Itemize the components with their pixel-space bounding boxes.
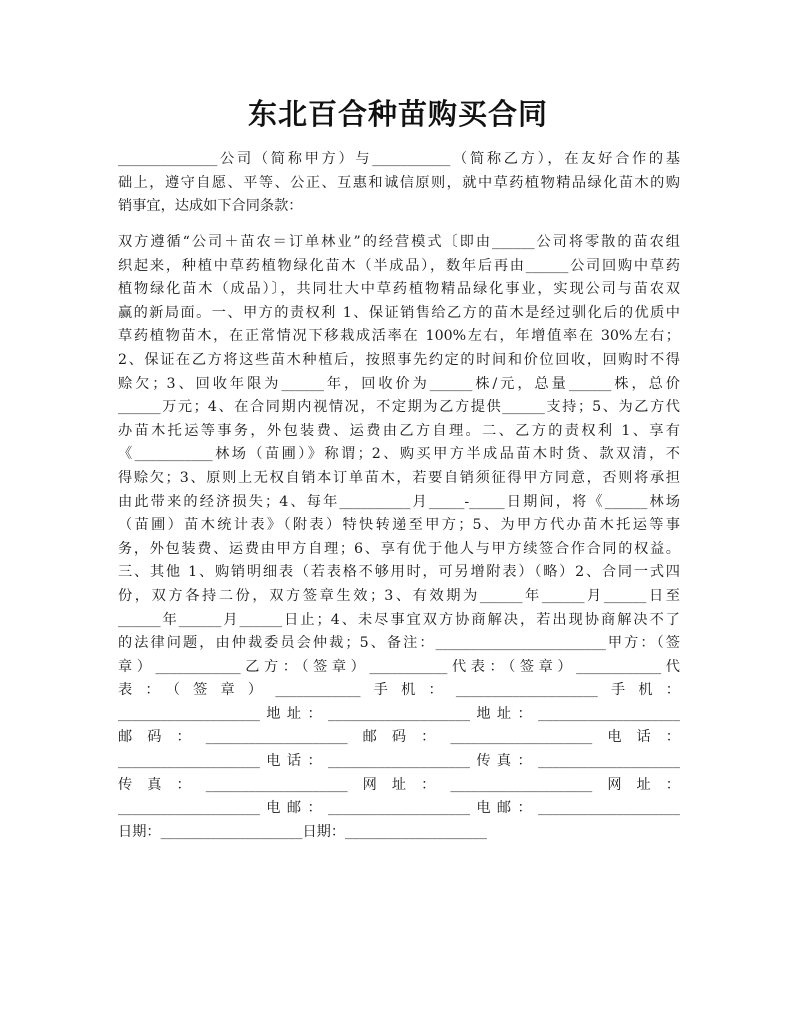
text-line: 务，外包装费、运费由甲方自理；6、享有优于他人与甲方续签合作合同的权益。 [118, 540, 680, 557]
text-line: ____________________电邮：____________________电邮：____________________ [118, 800, 680, 817]
text-line: ____________________电话：____________________传真：____________________ [118, 753, 680, 770]
text-line: 章）____________乙方：（签章）___________代表：（签章）____________代 [118, 658, 680, 675]
text-line: 日期：____________________日期：____________________ [118, 823, 487, 840]
body-paragraph [118, 231, 680, 844]
text-line: 赢的新局面。一、甲方的责权利 1、保证销售给乙方的苗木是经过驯化后的优质中 [118, 304, 680, 321]
text-line: ______________公司（简称甲方）与___________（简称乙方），在友好合作的基 [118, 151, 680, 167]
text-line: 草药植物苗木，在正常情况下移栽成活率在 100%左右，年增值率在 30%左右； [118, 328, 680, 345]
text-line: 表：（签章）____________手机：____________________手机： [118, 682, 680, 699]
text-line: 三、其他 1、购销明细表（若表格不够用时，可另增附表）（略）2、合同一式四 [118, 564, 680, 581]
text-line: 由此带来的经济损失；4、每年__________月_____-_____日期间，将《______林场 [118, 493, 680, 510]
text-line: 销事宜，达成如下合同条款： [118, 198, 303, 215]
text-line: （苗圃）苗木统计表》（附表）特快转递至甲方；5、为甲方代办苗木托运等事 [118, 517, 680, 534]
text-line: 础上，遵守自愿、平等、公正、互惠和诚信原则，就中草药植物精品绿化苗木的购 [118, 174, 680, 191]
text-line: 赊欠；3、回收年限为______年，回收价为______株/元，总量______株，总价 [118, 375, 680, 392]
text-line: ______年______月______日止；4、未尽事宜双方协商解决，若出现协商解决不了 [118, 611, 680, 628]
document-title: 东北百合种苗购买合同 [247, 97, 548, 131]
intro-paragraph [118, 148, 680, 219]
text-line: 的法律问题，由仲裁委员会仲裁；5、备注：________________________甲方：（签 [118, 635, 680, 652]
text-line: 双方遵循“公司＋苗农＝订单林业”的经营模式〔即由______公司将零散的苗农组 [118, 234, 680, 250]
text-line: 织起来，种植中草药植物绿化苗木（半成品），数年后再由______公司回购中草药 [118, 257, 680, 274]
text-line: 传真：____________________网址：____________________网址： [118, 776, 680, 793]
text-line: ____________________地址：____________________地址：____________________ [118, 705, 680, 722]
text-line: 得赊欠；3、原则上无权自销本订单苗木，若要自销须征得甲方同意，否则将承担 [118, 469, 680, 486]
text-line: 《___________林场（苗圃）》称谓；2、购买甲方半成品苗木时货、款双清，不 [118, 446, 680, 463]
text-line: 份，双方各持二份，双方签章生效；3、有效期为______年______月______日至 [118, 587, 680, 604]
text-line: 植物绿化苗木（成品）〕，共同壮大中草药植物精品绿化事业，实现公司与苗农双 [118, 281, 680, 298]
text-line: 邮码：____________________邮码：____________________电话： [118, 729, 680, 746]
text-line: ______万元；4、在合同期内视情况，不定期为乙方提供______支持；5、为乙方代 [118, 399, 680, 416]
text-line: 办苗木托运等事务，外包装费、运费由乙方自理。二、乙方的责权利 1、享有 [118, 422, 680, 439]
text-line: 2、保证在乙方将这些苗木种植后，按照事先约定的时间和价位回收，回购时不得 [118, 351, 680, 368]
